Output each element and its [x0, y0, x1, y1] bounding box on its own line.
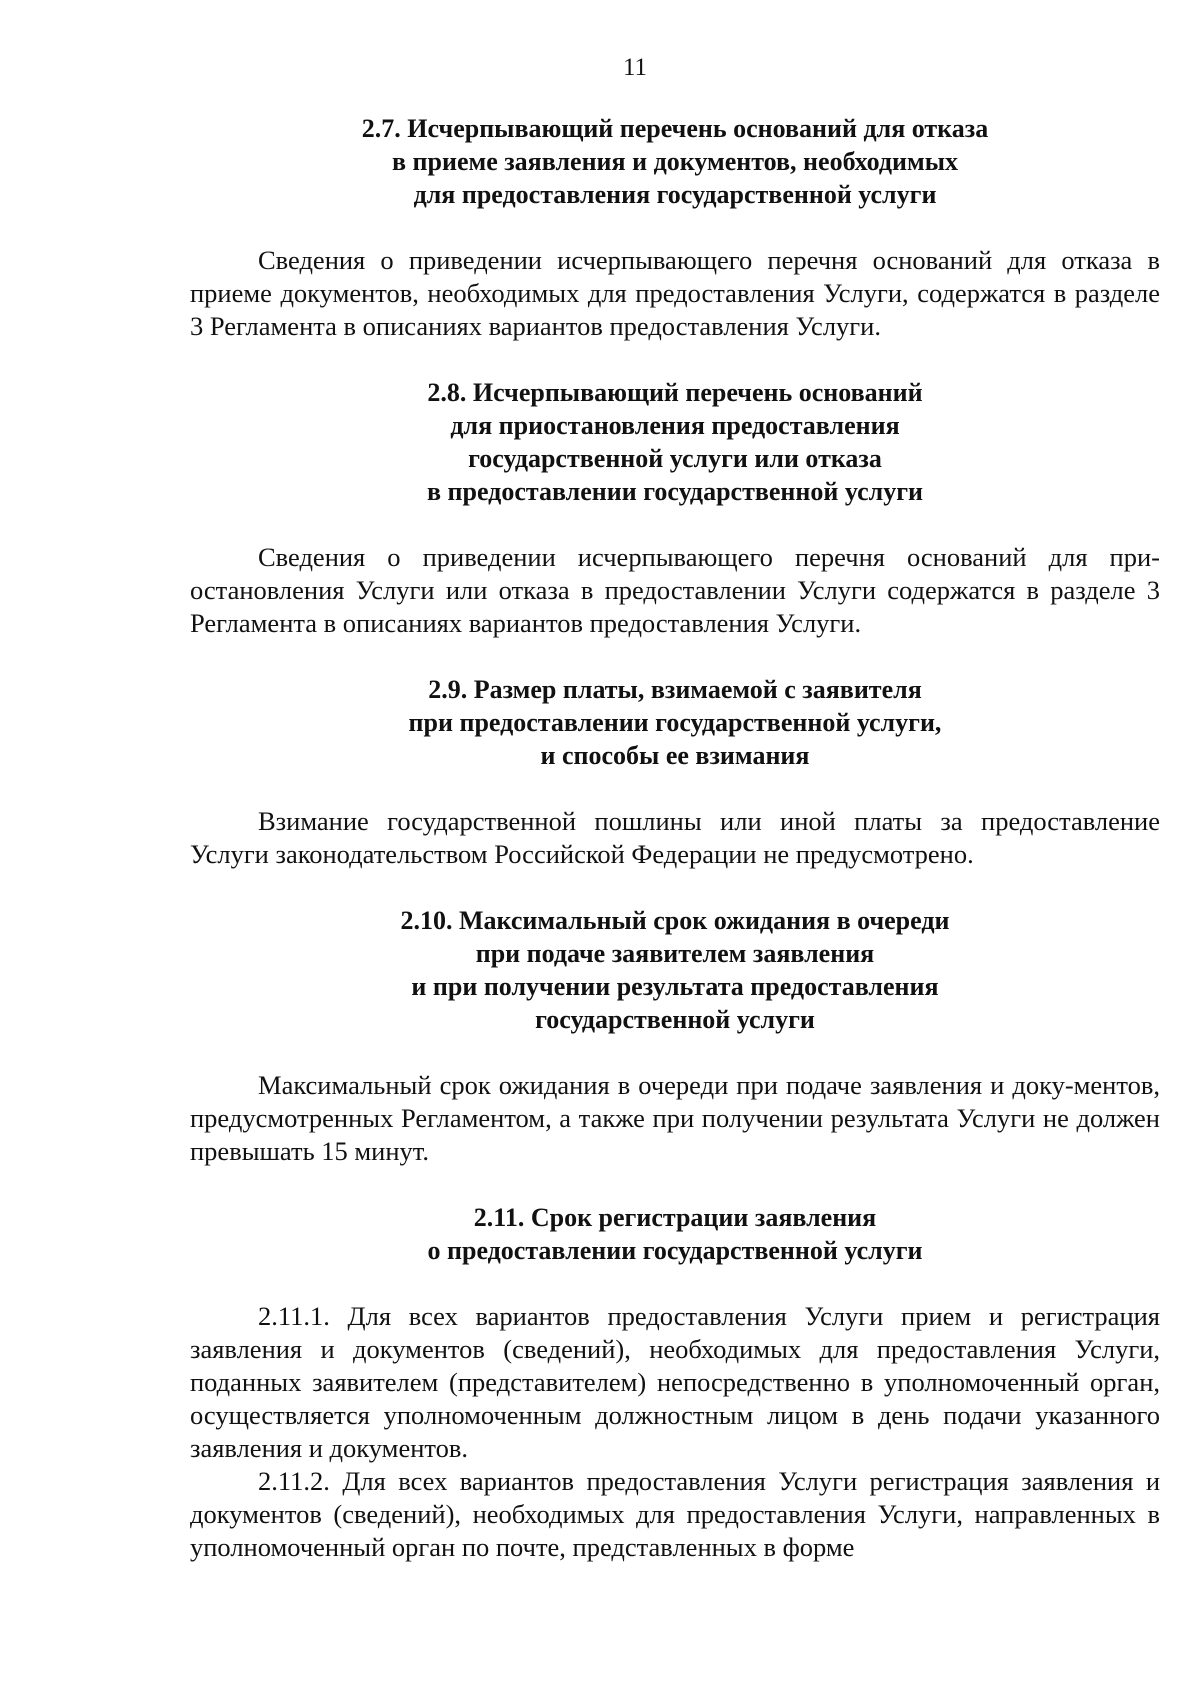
- heading-line: государственной услуги: [535, 1005, 815, 1034]
- section-heading-2-7: [190, 112, 1160, 211]
- heading-line: в предоставлении государственной услуги: [426, 477, 923, 506]
- heading-line: и при получении результата предоставления: [411, 972, 939, 1001]
- section-heading-2-9: [190, 673, 1160, 772]
- section-heading-2-11: [190, 1201, 1160, 1267]
- page-number: 11: [622, 54, 648, 81]
- heading-line: государственной услуги или отказа: [468, 444, 882, 473]
- paragraph-2-11-2: 2.11.2. Для всех вариантов предоставления Услуги регистрация заявления и документов (сведений), необходимых для предоставления Услуги, направленных в уполномоченный орган по почте, представленных в форме: [190, 1466, 1160, 1562]
- paragraph-2-8: Сведения о приведении исчерпывающего перечня оснований для при-остановления Услуги или отказа в предоставлении Услуги содержатся в разделе 3 Регламента в описаниях вариантов предоставления Услуги.: [190, 542, 1160, 638]
- heading-line: 2.9. Размер платы, взимаемой с заявителя: [428, 675, 922, 704]
- paragraph-2-11-1: 2.11.1. Для всех вариантов предоставления Услуги прием и регистрация заявления и документов (сведений), необходимых для предоставления Услуги, поданных заявителем (представителем) непосредственно в уполномоченный орган, осуществляется уполномоченным должностным лицом в день подачи указанного заявления и документов.: [190, 1301, 1160, 1463]
- heading-line: для приостановления предоставления: [450, 411, 900, 440]
- paragraph-2-7: Сведения о приведении исчерпывающего перечня оснований для отказа в приеме документов, необходимых для предоставления Услуги, содержатся в разделе 3 Регламента в описаниях вариантов предоставления Услуги.: [190, 245, 1160, 341]
- heading-line: для предоставления государственной услуги: [413, 180, 937, 209]
- section-heading-2-10: [190, 904, 1160, 1036]
- heading-line: при подаче заявителем заявления: [475, 939, 875, 968]
- paragraph-2-10: Максимальный срок ожидания в очереди при подаче заявления и доку-ментов, предусмотренных Регламентом, а также при получении результата Услуги не должен превышать 15 минут.: [190, 1070, 1160, 1166]
- heading-line: 2.7. Исчерпывающий перечень оснований для отказа: [361, 114, 989, 143]
- heading-line: 2.8. Исчерпывающий перечень оснований: [427, 378, 923, 407]
- heading-line: 2.10. Максимальный срок ожидания в очереди: [400, 906, 950, 935]
- paragraph-2-9: Взимание государственной пошлины или иной платы за предоставление Услуги законодательством Российской Федерации не предусмотрено.: [190, 806, 1160, 869]
- document-body: [190, 112, 1160, 1564]
- heading-line: и способы ее взимания: [540, 741, 810, 770]
- section-heading-2-8: [190, 376, 1160, 508]
- heading-line: 2.11. Срок регистрации заявления: [473, 1203, 877, 1232]
- heading-line: в приеме заявления и документов, необходимых: [391, 147, 958, 176]
- heading-line: при предоставлении государственной услуги,: [408, 708, 942, 737]
- heading-line: о предоставлении государственной услуги: [427, 1236, 923, 1265]
